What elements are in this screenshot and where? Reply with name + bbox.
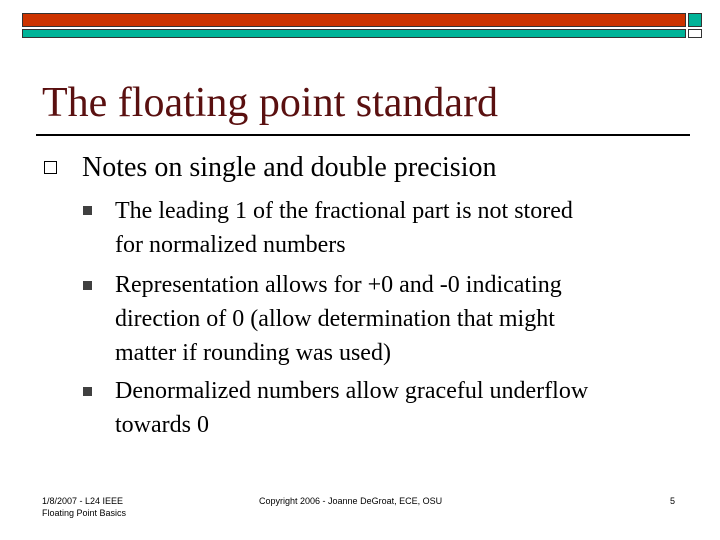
bullet-item: [115, 268, 562, 370]
bullet-item: [115, 194, 573, 262]
title-underline: [36, 134, 690, 136]
header-square-teal: [688, 13, 702, 27]
slide-title: The floating point standard: [42, 80, 499, 126]
bullet-line: The leading 1 of the fractional part is not stored: [115, 198, 573, 224]
footer-date-course: [42, 495, 126, 519]
footer-copyright: Copyright 2006 - Joanne DeGroat, ECE, OSU: [259, 496, 443, 506]
footer-left-line: 1/8/2007 - L24 IEEE: [42, 496, 124, 506]
bullet-line: direction of 0 (allow determination that might: [115, 306, 555, 332]
bullet-line: towards 0: [115, 412, 209, 438]
header-bar-teal: [22, 29, 686, 38]
bullet-line: Representation allows for +0 and -0 indicating: [115, 272, 562, 298]
square-bullet-icon: [83, 206, 92, 215]
header-square-white: [688, 29, 702, 38]
page-number: 5: [670, 496, 676, 506]
square-bullet-icon: [83, 281, 92, 290]
bullet-line: for normalized numbers: [115, 232, 346, 258]
bullet-line: Denormalized numbers allow graceful underflow: [115, 378, 589, 404]
square-bullet-icon: [83, 387, 92, 396]
bullet-item: [115, 374, 588, 442]
bullet-line: matter if rounding was used): [115, 340, 391, 366]
header-bar-red: [22, 13, 686, 27]
level1-bullet-text: Notes on single and double precision: [82, 152, 497, 183]
hollow-square-bullet-icon: [44, 161, 57, 174]
footer-left-line: Floating Point Basics: [42, 508, 127, 518]
